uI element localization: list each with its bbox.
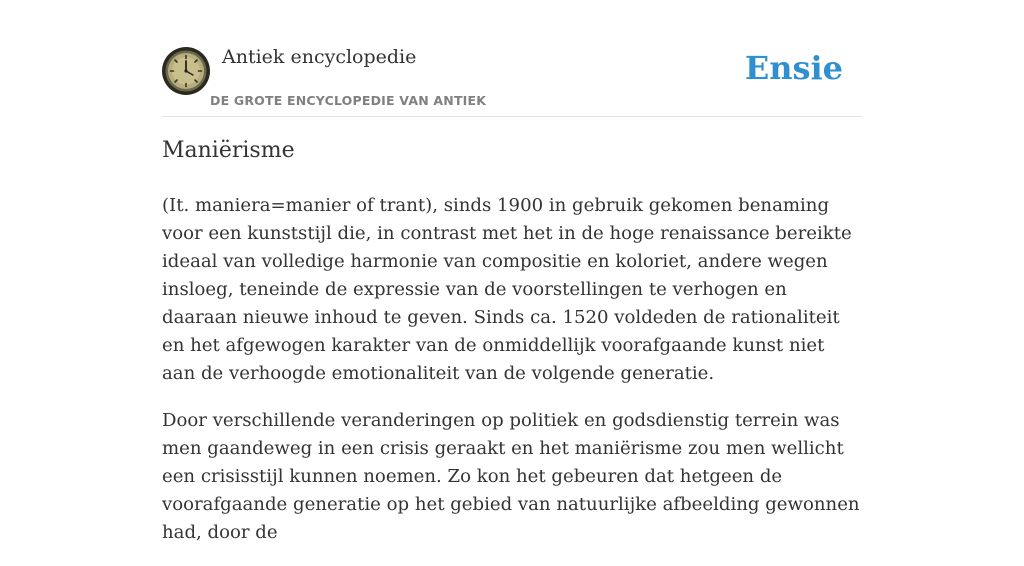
article-paragraph: Door verschillende veranderingen op politiek en godsdienstig terrein was men gaandeweg in een crisis geraakt en het maniërisme zou men wellicht een crisisstijl kunnen noemen. Zo kon het gebeuren dat hetgeen de voorafgaande generatie op het gebied van natuurlijke afbeelding gewonnen had, door de bbox=[162, 410, 860, 543]
antique-clock-icon[interactable] bbox=[162, 47, 210, 95]
ensie-brand-link[interactable]: Ensie bbox=[744, 49, 843, 87]
article-title: Maniërisme bbox=[162, 138, 295, 163]
clock-logo-graphic bbox=[162, 47, 210, 95]
site-title[interactable]: Antiek encyclopedie bbox=[222, 46, 417, 68]
site-header bbox=[162, 40, 862, 117]
site-subtitle: DE GROTE ENCYCLOPEDIE VAN ANTIEK bbox=[210, 93, 487, 108]
article-body bbox=[162, 192, 862, 566]
article-paragraph: (It. maniera=manier of trant), sinds 1900 in gebruik gekomen benaming voor een kunststijl die, in contrast met het in de hoge renaissance bereikte ideaal van volledige harmonie van compositie en koloriet, andere wegen insloeg, teneinde de expressie van de voorstellingen te verhogen en daaraan nieuwe inhoud te geven. Sinds ca. 1520 voldeden de rationaliteit en het afgewogen karakter van de onmiddellijk voorafgaande kunst niet aan de verhoogde emotionaliteit van de volgende generatie. bbox=[162, 195, 852, 384]
